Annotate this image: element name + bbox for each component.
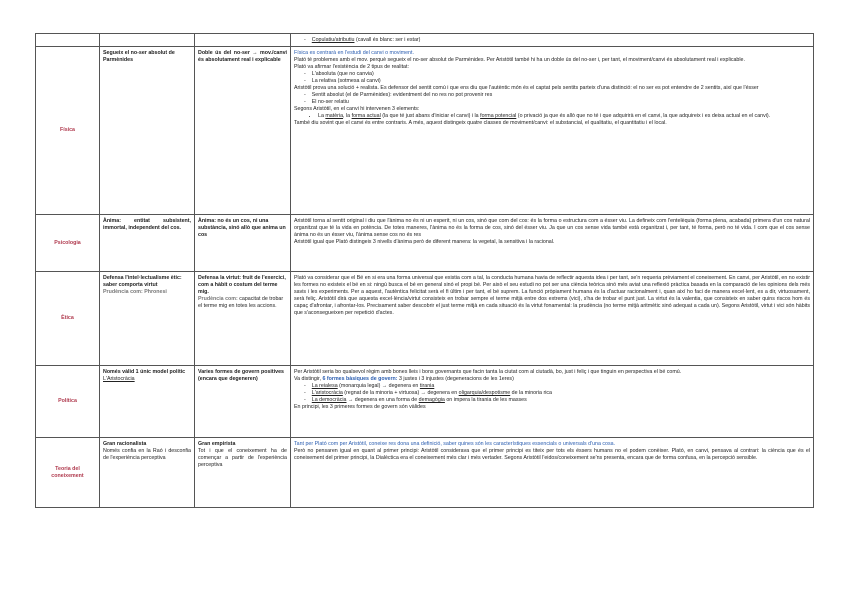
list-item (311, 382, 810, 390)
plato-politica-model: L'Aristocràcia (103, 375, 135, 382)
list-item (311, 37, 810, 44)
prudence-label: Prudència com: (198, 295, 238, 302)
text-part: (monarquia legal) → degenera en (337, 382, 420, 389)
detail-paragraph (294, 376, 810, 383)
prudence-text: capacitat de trobar el terme mig en totes les accions. (198, 295, 284, 309)
cell-aristotle (195, 34, 291, 47)
aristotle-teoria (195, 437, 291, 507)
term-forma-potencial: forma potencial (480, 112, 517, 119)
aristotle-teoria-main: Gran empirista (198, 440, 236, 447)
government-list (294, 383, 810, 404)
aristotle-etica (195, 271, 291, 365)
aristotle-fisica: Doble ús del no-ser → mov./canvi és absolutament real i explicable (195, 46, 291, 214)
text-part: de la minoria rica (510, 389, 553, 396)
term: La reialesa (311, 382, 338, 389)
aristotle-etica-prudence (198, 296, 287, 310)
text-part: → degenera en una forma de (346, 396, 419, 403)
comparison-table (35, 33, 814, 508)
detail-lead: Per Aristòtil seria bo qualsevol règim amb bones lleis i bons governants que facin tanta la ciutat com al ciutadà, bo, just i feliç i que tinguin en perspectiva el bé comú. (294, 368, 682, 375)
detail-fisica (291, 46, 814, 214)
nonbeing-list (294, 92, 810, 106)
list-item: - El no-ser relatiu (314, 99, 810, 106)
aristotle-psicologia: Ànima: no és un cos, ni una substància, sinó allò que anima un cos (195, 214, 291, 271)
detail-paragraph: També diu sovint que el canvi és entre contraris. A més, aquest distingeix quatre classes de moviment/canvi: el substancial, el qualitatiu, el quantitatiu i el local. (294, 119, 667, 126)
text-part: (o privació ja que és allò que no té i que adquirirà en el canvi, la que adquireix i es deixa actual en el canvi). (516, 112, 771, 119)
topic-teoria: Teoria del coneixement (36, 437, 100, 507)
continued-list (294, 37, 810, 44)
text-part: La (318, 112, 326, 119)
topic-fisica: Física (36, 46, 100, 214)
detail-lead: Física es centrarà en l'estudi del canvi o moviment. (294, 49, 414, 56)
detail-paragraph: Aristòtil prova una solució + realista. Es defensor del sentit comú i que ens diu que l'autèntic món és el captat pels sentits parteix d'una distinció: el no ser es pot entendre de 2 sentits, així que l'ésser (294, 84, 759, 91)
detail-paragraph: Segons Aristòtil, en el canvi hi intervenen 3 elements: (294, 105, 420, 112)
term: La democràcia (311, 396, 347, 403)
detail-paragraph: Plató va afirmar l'existència de 2 tipus de realitat: (294, 63, 409, 70)
text-part: (regnat de la minoria + virtuosa) → degenera en (342, 389, 459, 396)
topic-psicologia: Psicologia (36, 214, 100, 271)
term: L'aristocràcia (311, 389, 343, 396)
plato-teoria (100, 437, 195, 507)
cell-detail (291, 34, 814, 47)
aristotle-etica-main: Defensa la virtut: fruit de l'exercici, com a hàbit o costum del terme mig. (198, 274, 286, 295)
plato-teoria-text: Només confia en la Raó i desconfia de l'experiència perceptiva (103, 447, 191, 461)
topic-politica: Política (36, 365, 100, 437)
plato-politica (100, 365, 195, 437)
term: oligarquia/despotisme (458, 389, 511, 396)
detail-lead: Tant per Plató com per Aristòtil, coneixe res dona una definició, saber quines són les característiques essencials o universals d'una cosa. (294, 440, 616, 447)
plato-teoria-main: Gran racionalista (103, 440, 147, 447)
text-part: 3 justes i 3 injustes (degeneracions de les 1eres) (397, 375, 514, 382)
list-item: - Sentit absolut (el de Parmènides): evidentment del no res no pot provenir res (314, 92, 810, 99)
term-materia: matèria (325, 112, 344, 119)
table-row (36, 271, 814, 365)
detail-teoria (291, 437, 814, 507)
cell-plato (100, 34, 195, 47)
detail-paragraph: Plató té problemes amb el mov. perquè segueix el no-ser absolut de Parmènides. Per Aristòtil també hi ha un doble ús del no-ser i, per tant, el moviment/canvi és absolutament real i explicable. (294, 56, 745, 63)
term: demagògia (418, 396, 445, 403)
detail-psicologia (291, 214, 814, 271)
detail-paragraph: Però no pensaren igual en quant al primer principi: Aristòtil considerava que el primer principi es titeix per tots els éssers humans no el podem conèixer. Plató, en canvi, pensava al contrari: la ciència que és el coneixement del primer principi, la Dialèctica era el coneixement més clar i més vertader. Segons Aristòtil l'eidos/coneixement se'ns presenta, encara que de forma confusa, en la percepció sensible. (294, 447, 810, 461)
plato-psicologia: Ànima: entitat subsistent, immortal, independent del cos. (100, 214, 195, 271)
text-part: on impera la tirania de les masses (444, 396, 527, 403)
detail-paragraph: Aristòtil igual que Plató distingeix 3 nivells d'ànima però de diferent manera: la vegetal, la sensitiva i la racional. (294, 238, 555, 245)
term-forma-actual: forma actual (351, 112, 381, 119)
plato-fisica: Segueix el no-ser absolut de Parmènides (100, 46, 195, 214)
table-row (36, 46, 814, 214)
forms-of-government: 6 formes bàsiques de govern: (322, 375, 398, 382)
plato-etica-prudence: Prudència com: Phronesi (103, 288, 167, 295)
aristotle-politica: Varies formes de govern positives (encara que degeneren) (195, 365, 291, 437)
list-item (318, 113, 810, 120)
table-row (36, 437, 814, 507)
table-row (36, 214, 814, 271)
plato-politica-main: Només vàlid 1 únic model polític (103, 368, 186, 375)
text-part: , la (343, 112, 352, 119)
list-item (311, 396, 810, 404)
table-row (36, 365, 814, 437)
plato-etica (100, 271, 195, 365)
plato-etica-main: Defensa l'intel·lectualisme ètic: saber comporta virtut (103, 274, 182, 288)
table-row (36, 34, 814, 47)
cell-topic (36, 34, 100, 47)
topic-etica: Ètica (36, 271, 100, 365)
term: tirania (419, 382, 435, 389)
list-item: - La relativa (sotmesa al canvi) (314, 78, 810, 85)
list-item (311, 389, 810, 397)
list-item-note: (cavall és blanc: ser i estar) (355, 37, 421, 43)
list-item: - L'absoluta (que no canvia) (314, 71, 810, 78)
text-part: (la que té just abans d'iniciar el canvi) i la (380, 112, 481, 119)
detail-etica: Plató va considerar que el Bé en si era una forma universal que existia com a tal, la conducta humana havia de reflectir aquesta idea i per tant, se'n requeria prèviament el coneixement. En canvi, per Aristòtil, en no existir les formes no existeix el bé en si: ningú busca el bé en general sinó el propi bé. Per això el seu estudi no pot ser una ciència teòrica sinó més aviat una reflexió pràctica basada en la comparació de les opinions dels més savis i les experiments. Per a aquest, l'autèntica felicitat serà el fi últim i per tant, el bé suprem. La funció pròpiament humana és la d'actuar racionalment i, quan així ho faci de manera excel·lent, es a dir, virtuosament, serà feliç. Aristòtil dirà que aquesta excel·lència/virtut consisteix en trobar sempre el terme mitjà entre dos extrems (vici), s'ha de trobar el punt just. La virtut és la valentia, que consisteix en saber quins riscos hom és capaç d'afrontar, i afrontar-los. Precisament saber descobrir el just terme mitjà en cada situació és la virtut fonamental: la prudència (no terme mitjà aritmètic sinó adequat a cada un). Segons Aristòtil, virtut i vici són hàbits que s'aconsegueixen per repetició d'actes. (291, 271, 814, 365)
detail-politica (291, 365, 814, 437)
elements-list (294, 113, 810, 120)
reality-list (294, 71, 810, 85)
detail-paragraph: En principi, les 3 primeres formes de govern són vàlides (294, 403, 426, 410)
aristotle-teoria-text: Tot i que el coneixement ha de començar a partir de l'experiència perceptiva (198, 447, 287, 468)
text-part: Va distingir, (294, 375, 323, 382)
list-item-term: Copulatiu/atributiu (311, 37, 355, 43)
detail-paragraph: Aristòtil torna al sentit original i diu que l'ànima no és ni un esperit, ni un cos, sinó que com del cos: és la forma o estructura com a ésser viu. La defineix com l'entelèquia (forma plena, acabada) primera d'un cos natural organitzat que té la vida en potència. De totes maneres, l'ànima no és la forma de cos, sinó del ésser viu. Ja que un cos sense vida també està organitzat i, per tant, té forma, però no té vida. I com que el cos sense ànima no és un ésser viu, l'ànima sense cos no és res (294, 217, 810, 238)
